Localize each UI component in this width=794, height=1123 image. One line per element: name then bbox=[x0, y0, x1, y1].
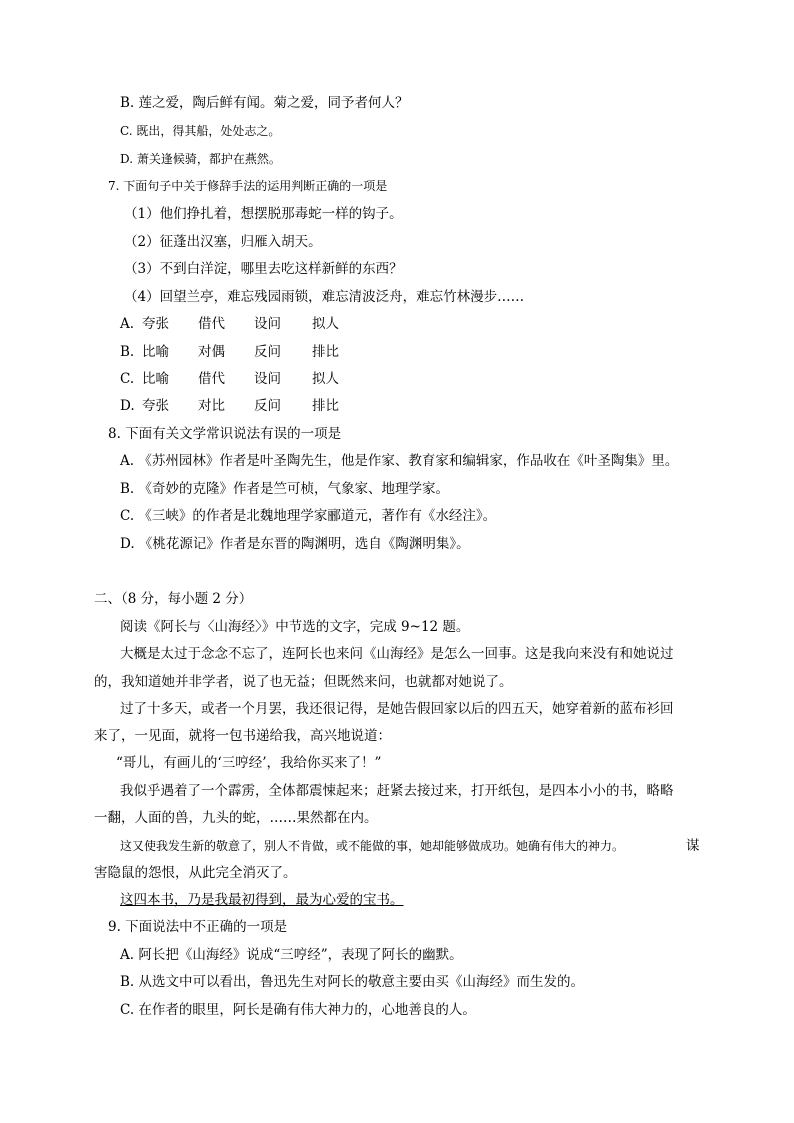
passage-quote: “哥儿，有画儿的‘三哼经’，我给你买来了！” bbox=[116, 755, 382, 771]
q6-option-b: B. 莲之爱，陶后鲜有闻。菊之爱，同予者何人？ bbox=[120, 95, 409, 111]
q8-option-d: D. 《桃花源记》作者是东晋的陶渊明，选自《陶渊明集》。 bbox=[120, 536, 470, 552]
passage-line: 一翻，人面的兽，九头的蛇，……果然都在内。 bbox=[94, 810, 378, 826]
q8-option-b: B. 《奇妙的克隆》作者是竺可桢，气象家、地理学家。 bbox=[120, 481, 450, 497]
q6-option-d: D. 萧关逢候骑，都护在燕然。 bbox=[120, 152, 281, 166]
q8-option-a: A. 《苏州园林》作者是叶圣陶先生，他是作家、教育家和编辑家，作品收在《叶圣陶集》里。 bbox=[120, 453, 679, 469]
option-cell: 反问 bbox=[254, 344, 281, 360]
option-cell: 对偶 bbox=[198, 344, 225, 360]
option-cell: 夸张 bbox=[142, 398, 169, 414]
option-cell: 借代 bbox=[198, 316, 225, 332]
passage-line: 这又使我发生新的敬意了，别人不肯做，或不能做的事，她却能够做成功。她确有伟大的神力。 bbox=[120, 839, 625, 853]
passage-line: 来了，一见面，就将一包书递给我，高兴地说道： bbox=[94, 728, 391, 744]
option-letter: C. bbox=[120, 371, 135, 387]
q7-sentence: （3）不到白洋淀，哪里去吃这样新鲜的东西？ bbox=[124, 261, 403, 277]
q7-sentence: （4）回望兰亭，难忘残园雨锁，难忘清波泛舟，难忘竹林漫步…… bbox=[124, 289, 525, 305]
option-cell: 反问 bbox=[254, 398, 281, 414]
option-cell: 比喻 bbox=[142, 344, 169, 360]
option-cell: 排比 bbox=[312, 344, 339, 360]
q8-stem: 8. 下面有关文学常识说法有误的一项是 bbox=[108, 426, 342, 442]
option-cell: 排比 bbox=[312, 398, 339, 414]
option-cell: 比喻 bbox=[142, 371, 169, 387]
option-cell: 对比 bbox=[198, 398, 225, 414]
q6-option-c: C. 既出，得其船，处处志之。 bbox=[120, 124, 281, 138]
reading-instruction: 阅读《阿长与〈山海经〉》中节选的文字，完成 9~12 题。 bbox=[120, 619, 470, 635]
option-cell: 拟人 bbox=[312, 371, 339, 387]
q9-option-a: A. 阿长把《山海经》说成“三哼经”，表现了阿长的幽默。 bbox=[120, 947, 463, 963]
q7-sentence: （1）他们挣扎着，想摆脱那毒蛇一样的钩子。 bbox=[124, 206, 403, 222]
passage-line: 我似乎遇着了一个霹雳，全体都震悚起来；赶紧去接过来，打开纸包，是四本小小的书，略略 bbox=[120, 783, 674, 799]
passage-line-tail: 谋 bbox=[686, 838, 700, 854]
option-cell: 借代 bbox=[198, 371, 225, 387]
section-heading: 二、（8 分，每小题 2 分） bbox=[94, 591, 253, 607]
q9-stem: 9. 下面说法中不正确的一项是 bbox=[108, 919, 288, 935]
option-letter: D. bbox=[120, 398, 135, 414]
q9-option-c: C. 在作者的眼里，阿长是确有伟大神力的，心地善良的人。 bbox=[120, 1002, 476, 1018]
q7-stem: 7. 下面句子中关于修辞手法的运用判断正确的一项是 bbox=[108, 179, 388, 193]
q9-option-b: B. 从选文中可以看出，鲁迅先生对阿长的敬意主要由买《山海经》而生发的。 bbox=[120, 974, 585, 990]
q8-option-c: C. 《三峡》的作者是北魏地理学家郦道元，著作有《水经注》。 bbox=[120, 508, 497, 524]
passage-underlined-line: 这四本书，乃是我最初得到，最为心爱的宝书。 bbox=[120, 892, 404, 908]
passage-line: 大概是太过于念念不忘了，连阿长也来问《山海经》是怎么一回事。这是我向来没有和她说过 bbox=[120, 646, 674, 662]
option-cell: 夸张 bbox=[142, 316, 169, 332]
option-letter: B. bbox=[120, 344, 135, 360]
passage-line: 害隐鼠的怨恨，从此完全消灭了。 bbox=[94, 865, 297, 881]
option-letter: A. bbox=[120, 316, 135, 332]
option-cell: 设问 bbox=[254, 371, 281, 387]
option-cell: 拟人 bbox=[312, 316, 339, 332]
passage-line: 过了十多天，或者一个月罢，我还很记得，是她告假回家以后的四五天，她穿着新的蓝布衫回 bbox=[120, 701, 674, 717]
option-cell: 设问 bbox=[254, 316, 281, 332]
q7-sentence: （2）征蓬出汉塞，归雁入胡天。 bbox=[124, 234, 322, 250]
passage-line: 的，我知道她并非学者，说了也无益；但既然来问，也就都对她说了。 bbox=[94, 674, 513, 690]
